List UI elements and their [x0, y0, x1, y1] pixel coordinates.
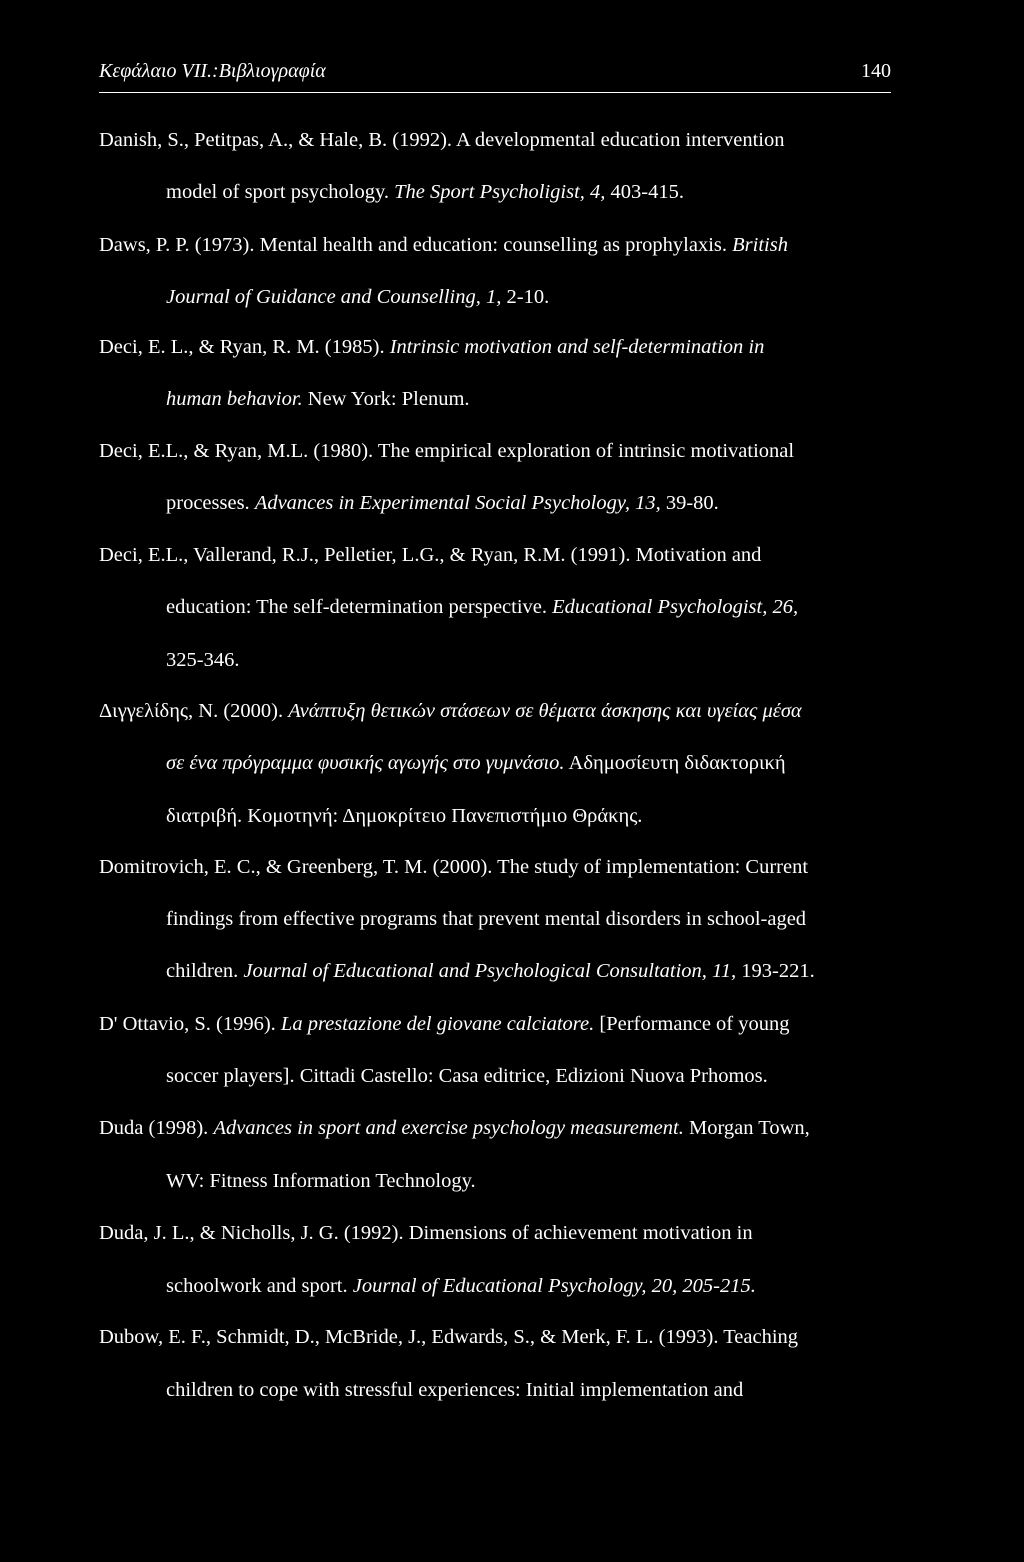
reference-continuation-line: [166, 804, 642, 828]
reference-text: Domitrovich, E. C., & Greenberg, T. M. (2000). The study of implementation: Current: [99, 856, 809, 878]
reference-italic-text: human behavior.: [166, 388, 303, 410]
reference-text: Αδημοσίευτη διδακτορική: [564, 752, 786, 774]
reference-italic-text: La prestazione del giovane calciatore.: [280, 1013, 595, 1035]
reference-italic-text: Ανάπτυξη θετικών στάσεων σε θέματα άσκησης και υγείας μέσα: [288, 700, 802, 722]
reference-continuation-line: [166, 1169, 476, 1193]
reference-text: Duda, J. L., & Nicholls, J. G. (1992). Dimensions of achievement motivation in: [99, 1222, 753, 1244]
reference-entry-line: [99, 233, 788, 257]
chapter-title: Κεφάλαιο VII.:Βιβλιογραφία: [99, 60, 326, 82]
reference-entry-line: [99, 1012, 790, 1036]
reference-text: soccer players]. Cittadi Castello: Casa editrice, Edizioni Nuova Prhomos.: [166, 1065, 768, 1087]
reference-text: education: The self-determination perspective.: [166, 596, 553, 618]
reference-italic-text: Educational Psychologist, 26,: [552, 596, 799, 618]
reference-text: Morgan Town,: [683, 1117, 810, 1139]
reference-text: New York: Plenum.: [302, 388, 470, 410]
reference-continuation-line: [166, 180, 684, 204]
reference-text: 193-221.: [736, 960, 815, 982]
reference-entry-line: [99, 439, 794, 463]
reference-italic-text: Intrinsic motivation and self-determination in: [389, 336, 765, 358]
reference-continuation-line: [166, 648, 239, 672]
reference-entry-line: [99, 128, 785, 152]
reference-text: Deci, E. L., & Ryan, R. M. (1985).: [99, 336, 390, 358]
reference-italic-text: Advances in Experimental Social Psychology, 13,: [254, 492, 661, 514]
reference-continuation-line: [166, 595, 798, 619]
reference-continuation-line: [166, 387, 470, 411]
reference-continuation-line: [166, 285, 549, 309]
reference-text: διατριβή. Κομοτηνή: Δημοκρίτειο Πανεπιστήμιο Θράκης.: [166, 805, 643, 827]
reference-italic-text: The Sport Psycholigist, 4,: [394, 181, 606, 203]
reference-entry-line: [99, 1116, 810, 1140]
reference-italic-text: σε ένα πρόγραμμα φυσικής αγωγής στο γυμνάσιο.: [166, 752, 565, 774]
reference-text: 39-80.: [660, 492, 719, 514]
reference-entry-line: [99, 335, 764, 359]
reference-text: WV: Fitness Information Technology.: [166, 1170, 476, 1192]
reference-text: findings from effective programs that prevent mental disorders in school-aged: [166, 908, 807, 930]
reference-text: Daws, P. P. (1973). Mental health and education: counselling as prophylaxis.: [99, 234, 733, 256]
reference-italic-text: Journal of Educational and Psychological Consultation, 11,: [243, 960, 737, 982]
reference-text: children to cope with stressful experiences: Initial implementation and: [166, 1379, 744, 1401]
reference-entry-line: [99, 855, 808, 879]
reference-continuation-line: [166, 959, 815, 983]
reference-text: 403-415.: [605, 181, 684, 203]
reference-text: Deci, E.L., Vallerand, R.J., Pelletier, L.G., & Ryan, R.M. (1991). Motivation and: [99, 544, 762, 566]
reference-entry-line: [99, 543, 761, 567]
reference-text: children.: [166, 960, 244, 982]
reference-continuation-line: [166, 907, 806, 931]
reference-text: Deci, E.L., & Ryan, M.L. (1980). The empirical exploration of intrinsic motivational: [99, 440, 795, 462]
reference-text: Duda (1998).: [99, 1117, 214, 1139]
reference-text: [Performance of young: [594, 1013, 790, 1035]
reference-text: model of sport psychology.: [166, 181, 395, 203]
reference-text: Dubow, E. F., Schmidt, D., McBride, J., Edwards, S., & Merk, F. L. (1993). Teaching: [99, 1326, 799, 1348]
reference-continuation-line: [166, 491, 719, 515]
reference-italic-text: Journal of Guidance and Counselling, 1,: [166, 286, 502, 308]
reference-text: schoolwork and sport.: [166, 1275, 353, 1297]
reference-italic-text: Advances in sport and exercise psychology measurement.: [213, 1117, 684, 1139]
reference-continuation-line: [166, 751, 786, 775]
reference-italic-text: Journal of Educational Psychology, 20, 205-215.: [352, 1275, 756, 1297]
page-number: 140: [861, 60, 891, 82]
reference-entry-line: [99, 1221, 753, 1245]
reference-entry-line: [99, 1325, 798, 1349]
reference-entry-line: [99, 699, 802, 723]
reference-continuation-line: [166, 1274, 756, 1298]
reference-text: 325-346.: [166, 649, 240, 671]
reference-italic-text: British: [732, 234, 788, 256]
reference-text: D' Ottavio, S. (1996).: [99, 1013, 281, 1035]
reference-continuation-line: [166, 1064, 768, 1088]
reference-text: Danish, S., Petitpas, A., & Hale, B. (1992). A developmental education intervention: [99, 129, 785, 151]
reference-text: Διγγελίδης, Ν. (2000).: [99, 700, 289, 722]
reference-text: 2-10.: [501, 286, 550, 308]
reference-text: processes.: [166, 492, 255, 514]
reference-continuation-line: [166, 1378, 743, 1402]
